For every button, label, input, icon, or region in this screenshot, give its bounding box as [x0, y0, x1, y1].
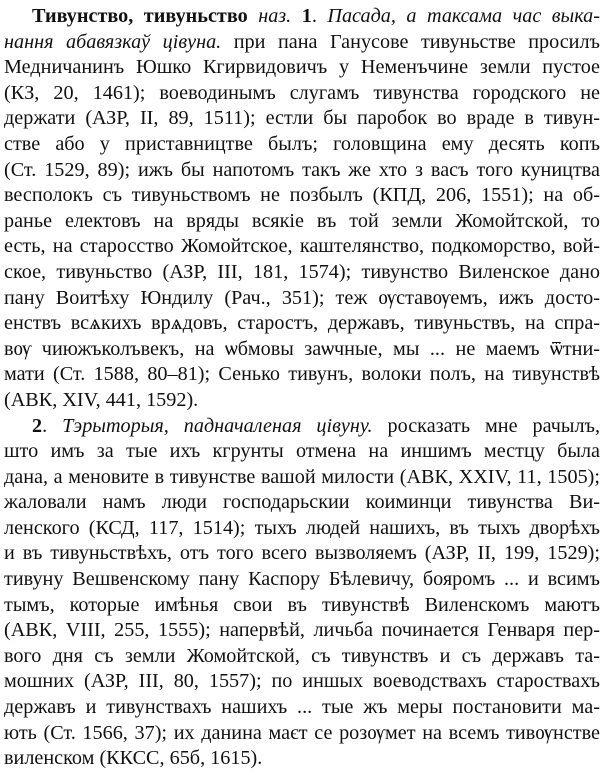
sense-definition: Тэрыторыя, падначаленая цівуну. — [62, 414, 373, 437]
citation-text: при пана Ганусове тивуньстве просилъ — [221, 30, 600, 53]
entry-line: вого дня съ земли Жомойтской, съ тивунствъ и съ державъ та- — [4, 644, 600, 667]
part-of-speech: наз. — [247, 5, 302, 27]
entry-line: 2. Тэрыторыя, падначаленая цівуну. росказать мне рачылъ, — [32, 414, 600, 437]
entry-line: тымъ, которые имѣнья свои въ тивунствѣ Виленскомъ маютъ — [4, 593, 600, 616]
entry-line: ское, тивуньство (АЗР, III, 181, 1574); тивунство Виленское дано — [4, 260, 600, 283]
entry-line: дана, а меновите в тивунстве вашой милости (АВК, XXIV, 11, 1505); — [4, 465, 600, 488]
entry-line: мошних (АЗР, III, 80, 1557); по иншых воеводствахъ староствахъ — [4, 670, 600, 693]
entry-line: жаловали намъ люди господарьскии коиминци тивунства Ви- — [4, 491, 600, 514]
sense-definition: нання абавязкаў цівуна. — [4, 30, 222, 53]
sense-number: 2 — [32, 414, 43, 437]
entry-line: Тивунство, тивуньство наз. 1. Пасада, а таксама час выка- — [32, 5, 600, 27]
entry-line: ленского (КСД, 117, 1514); тыхъ людей нашихъ, въ тыхъ дворѣхъ — [4, 516, 600, 539]
sense-number: 1 — [301, 5, 312, 27]
entry-line: держати (АЗР, II, 89, 1511); естли бы паробок во враде в тивун- — [4, 107, 600, 130]
entry-line: ють (Ст. 1566, 37); их данина маєт се розѹмет на всемъ тивѹнстве — [4, 721, 600, 744]
sense-definition: Пасада, а таксама час выка- — [327, 5, 600, 27]
entry-line: што имъ за тые ихъ кгрунты отмена на иншимъ местцу была — [4, 440, 600, 463]
entry-line: енствъ всѧкихъ врѧдовъ, старостъ, державъ, тивуньствъ, на спра- — [4, 312, 600, 335]
entry-line: ранье електовъ на вряды всякіе въ той земли Жомойтской, то — [4, 209, 600, 232]
entry-line: (КЗ, 20, 1461); воеводинымъ слугамъ тивунства городского не — [4, 81, 600, 104]
entry-line: (Ст. 1529, 89); ижъ бы напотомъ такъ же хто з васъ того куництва — [4, 158, 600, 181]
entry-line: тивуну Вешвенскому пану Каспору Бѣлевичу, бояромъ ... и всимъ — [4, 568, 600, 591]
entry-line: весполокъ съ тивуньствомъ не позбылъ (КПД, 206, 1551); на об- — [4, 184, 600, 207]
entry-line: (АВК, XIV, 441, 1592). — [4, 388, 199, 411]
citation-text: росказать мне рачылъ, — [372, 414, 600, 437]
entry-line: вѹ чиюжъколъвекъ, на ѡбмовы заѡчные, мы ... не маемъ ѿтни- — [4, 337, 600, 360]
entry-line — [4, 30, 600, 56]
entry-line: виленском (ККСС, 65б, 1615). — [4, 747, 263, 770]
entry-line: и въ тивуньствѣхъ, отъ того всего вызволяемъ (АЗР, II, 199, 1529); — [4, 542, 600, 565]
entry-line: есть, на старосство Жомойтское, каштелянство, подкоморство, вой- — [4, 235, 600, 258]
entry-line: Медничанинъ Юшко Кгирвидовичъ у Неменъчине земли пустое — [4, 56, 600, 79]
entry-line: стве або у приставництве былъ; головщина ему десять копъ — [4, 132, 600, 155]
entry-line: мати (Ст. 1588, 80–81); Сенько тивунъ, волоки полъ, на тивунствѣ — [4, 363, 600, 386]
entry-line: пану Воитѣху Юндилу (Рач., 351); теж ѹставѹемъ, ижъ досто- — [4, 286, 600, 309]
entry-line: державъ и тивунствахъ нашихъ ... тые жъ меры постановити ма- — [4, 696, 600, 719]
entry-line: (АВК, VIII, 255, 1555); напервѣй, личьба починается Генваря пер- — [4, 619, 600, 642]
sense-1-block — [4, 4, 600, 414]
headword: Тивунство, тивуньство — [32, 5, 248, 27]
sense-2-block — [4, 414, 600, 772]
